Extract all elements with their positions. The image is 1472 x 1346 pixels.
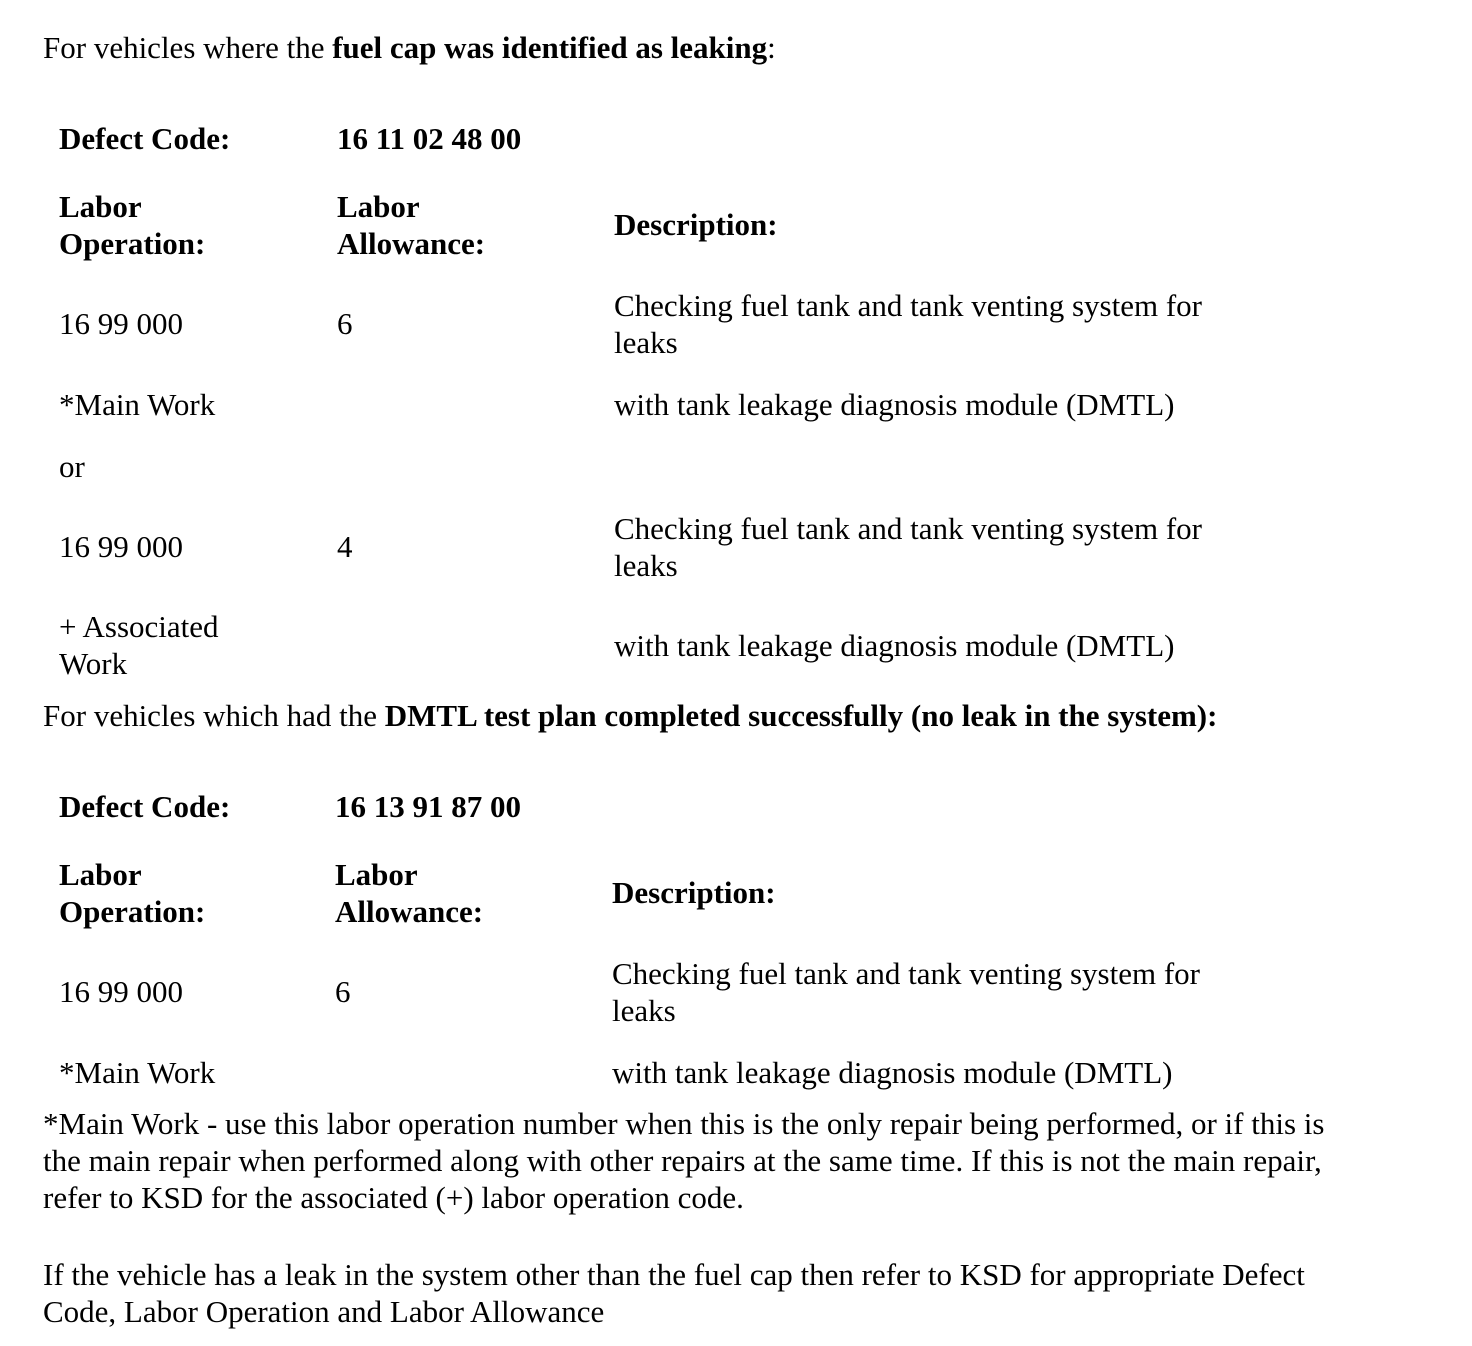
section2-header-labor-operation: Labor Operation: <box>59 857 206 929</box>
section1-header-labor-operation: Labor Operation: <box>59 189 206 261</box>
section1-row1-operation: 16 99 000 <box>59 306 183 341</box>
section1-intro-bold: fuel cap was identified as leaking <box>332 30 768 65</box>
section1-row5-operation: + Associated Work <box>59 609 219 681</box>
section1-intro-suffix: : <box>767 30 776 65</box>
section2-header-description: Description: <box>612 875 776 910</box>
section2-intro-bold: DMTL test plan completed successfully (no leak in the system): <box>384 698 1218 733</box>
section2-defect-code-value: 16 13 91 87 00 <box>335 789 521 824</box>
section2-intro <box>43 697 1217 734</box>
section1-header-labor-allowance: Labor Allowance: <box>337 189 486 261</box>
section1-intro <box>43 29 776 66</box>
section2-intro-prefix: For vehicles which had the <box>43 698 385 733</box>
section1-row4-allowance: 4 <box>337 529 353 564</box>
section1-header-description: Description: <box>614 207 778 242</box>
section1-row2-operation: *Main Work <box>59 387 216 422</box>
section1-intro-prefix: For vehicles where the <box>43 30 333 65</box>
section2-defect-code-label: Defect Code: <box>59 789 231 824</box>
section1-row4-description: Checking fuel tank and tank venting system for leaks <box>614 511 1203 583</box>
section1-row2-description: with tank leakage diagnosis module (DMTL) <box>614 387 1175 422</box>
section1-row3-operation: or <box>59 449 85 484</box>
section2-row1-operation: 16 99 000 <box>59 974 183 1009</box>
section2-row2-operation: *Main Work <box>59 1055 216 1090</box>
section1-defect-code-value: 16 11 02 48 00 <box>337 121 522 156</box>
section2-header-labor-allowance: Labor Allowance: <box>335 857 484 929</box>
section1-row1-allowance: 6 <box>337 306 353 341</box>
footnote-paragraph: *Main Work - use this labor operation number when this is the only repair being performed, or if this is the main repair when performed along with other repairs at the same time. If this is not the main repair, refer to KSD for the associated (+) labor operation code. <box>43 1106 1325 1215</box>
section1-row4-operation: 16 99 000 <box>59 529 183 564</box>
section2-row1-description: Checking fuel tank and tank venting system for leaks <box>612 956 1201 1028</box>
section2-row1-allowance: 6 <box>335 974 351 1009</box>
closing-paragraph: If the vehicle has a leak in the system other than the fuel cap then refer to KSD for appropriate Defect Code, Labor Operation and Labor Allowance <box>43 1257 1305 1329</box>
section1-defect-code-label: Defect Code: <box>59 121 231 156</box>
section1-row5-description: with tank leakage diagnosis module (DMTL) <box>614 628 1175 663</box>
section1-row1-description: Checking fuel tank and tank venting system for leaks <box>614 288 1203 360</box>
section2-row2-description: with tank leakage diagnosis module (DMTL) <box>612 1055 1173 1090</box>
